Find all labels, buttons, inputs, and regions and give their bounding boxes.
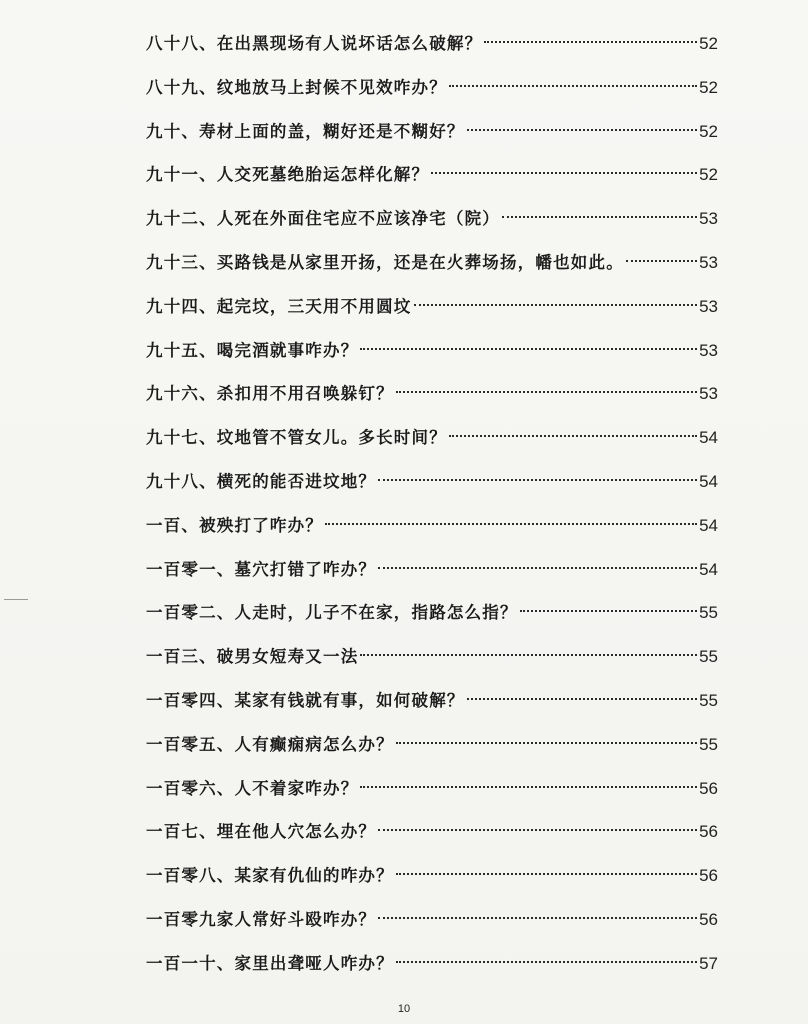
- toc-leader-dots: [467, 129, 697, 131]
- toc-leader-dots: [360, 348, 697, 350]
- toc-entry[interactable]: [146, 898, 718, 942]
- toc-entry-page-number: 55: [699, 647, 718, 667]
- toc-leader-dots: [396, 873, 697, 875]
- toc-entry-title: 九十一、人交死墓绝胎运怎样化解？: [146, 165, 430, 185]
- toc-leader-dots: [396, 742, 697, 744]
- toc-leader-dots: [502, 216, 697, 218]
- toc-entry-page-number: 55: [699, 734, 718, 754]
- toc-entry-title: 一百零九家人常好斗殴咋办？: [146, 909, 377, 929]
- toc-leader-dots: [431, 172, 697, 174]
- toc-leader-dots: [414, 304, 698, 306]
- toc-entry-title: 八十九、纹地放马上封候不见效咋办？: [146, 77, 447, 97]
- toc-entry[interactable]: [146, 372, 718, 416]
- toc-leader-dots: [378, 567, 697, 569]
- toc-leader-dots: [396, 391, 697, 393]
- toc-entry-page-number: 52: [699, 121, 718, 141]
- toc-entry-title: 九十八、横死的能否进坟地？: [146, 471, 377, 491]
- toc-entry-page-number: 56: [699, 909, 718, 929]
- toc-entry-page-number: 55: [699, 690, 718, 710]
- toc-leader-dots: [520, 610, 697, 612]
- toc-entry-page-number: 56: [699, 822, 718, 842]
- toc-entry[interactable]: [146, 197, 718, 241]
- toc-entry-title: 九十、寿材上面的盖，糊好还是不糊好？: [146, 121, 465, 141]
- page-number: 10: [397, 1003, 411, 1015]
- toc-entry[interactable]: [146, 66, 718, 110]
- toc-entry-page-number: 54: [699, 428, 718, 448]
- toc-entry-title: 一百三、破男女短寿又一法: [146, 647, 359, 667]
- toc-entry-page-number: 53: [699, 384, 718, 404]
- toc-entry[interactable]: [146, 679, 718, 723]
- toc-entry[interactable]: [146, 460, 718, 504]
- toc-entry[interactable]: [146, 723, 718, 767]
- toc-entry-title: 九十二、人死在外面住宅应不应该净宅（院）: [146, 209, 500, 229]
- toc-entry-title: 一百零四、某家有钱就有事，如何破解？: [146, 690, 465, 710]
- toc-entry-title: 一百零一、墓穴打错了咋办？: [146, 559, 377, 579]
- toc-entry-title: 九十六、杀扣用不用召唤躲钉？: [146, 384, 394, 404]
- toc-entry-page-number: 52: [699, 34, 718, 53]
- toc-leader-dots: [378, 917, 697, 919]
- toc-leader-dots: [378, 479, 697, 481]
- toc-leader-dots: [360, 786, 697, 788]
- toc-entry-title: 九十五、喝完酒就事咋办？: [146, 340, 359, 360]
- toc-entry[interactable]: [146, 241, 718, 285]
- toc-entry-page-number: 53: [699, 209, 718, 229]
- toc-entry[interactable]: [146, 548, 718, 592]
- toc-leader-dots: [484, 41, 697, 43]
- toc-entry[interactable]: [146, 416, 718, 460]
- toc-entry-page-number: 54: [699, 471, 718, 491]
- toc-entry[interactable]: [146, 153, 718, 197]
- toc-entry[interactable]: [146, 767, 718, 811]
- toc-entry[interactable]: [146, 942, 718, 986]
- toc-leader-dots: [325, 523, 697, 525]
- toc-entry[interactable]: [146, 110, 718, 154]
- toc-entry-page-number: 55: [699, 603, 718, 623]
- toc-entry-page-number: 54: [699, 515, 718, 535]
- toc-entry-page-number: 56: [699, 778, 718, 798]
- toc-entry-title: 九十三、买路钱是从家里开扬，还是在火葬场扬，幡也如此。: [146, 252, 624, 272]
- toc-entry-page-number: 57: [699, 953, 718, 973]
- toc-entry-title: 一百、被殃打了咋办？: [146, 515, 323, 535]
- toc-entry-title: 九十四、起完坟，三天用不用圆坟: [146, 296, 412, 316]
- toc-entry[interactable]: [146, 591, 718, 635]
- toc-entry-page-number: 52: [699, 77, 718, 97]
- toc-entry[interactable]: [146, 329, 718, 373]
- toc-entry-title: 八十八、在出黑现场有人说坏话怎么破解？: [146, 34, 483, 53]
- toc-leader-dots: [467, 698, 697, 700]
- toc-entry-title: 一百零六、人不着家咋办？: [146, 778, 359, 798]
- scan-edge-mark: [4, 599, 28, 600]
- toc-entry-title: 一百零二、人走时，儿子不在家，指路怎么指？: [146, 603, 518, 623]
- toc-leader-dots: [396, 961, 697, 963]
- toc-entry[interactable]: [146, 22, 718, 66]
- toc-entry-title: 一百零五、人有癫痫病怎么办？: [146, 734, 394, 754]
- toc-entry-page-number: 52: [699, 165, 718, 185]
- toc-entry-page-number: 53: [699, 252, 718, 272]
- toc-entry-page-number: 54: [699, 559, 718, 579]
- toc-entry[interactable]: [146, 635, 718, 679]
- toc-entry-title: 九十七、坟地管不管女儿。多长时间？: [146, 428, 447, 448]
- toc-leader-dots: [449, 435, 697, 437]
- table-of-contents: [146, 22, 718, 986]
- toc-entry[interactable]: [146, 810, 718, 854]
- toc-leader-dots: [449, 85, 697, 87]
- toc-leader-dots: [626, 260, 697, 262]
- toc-leader-dots: [360, 654, 697, 656]
- toc-leader-dots: [378, 829, 697, 831]
- toc-entry[interactable]: [146, 285, 718, 329]
- toc-entry[interactable]: [146, 854, 718, 898]
- toc-entry-title: 一百七、埋在他人穴怎么办？: [146, 822, 377, 842]
- toc-entry-page-number: 56: [699, 866, 718, 886]
- toc-entry-title: 一百一十、家里出聋哑人咋办？: [146, 953, 394, 973]
- toc-entry-page-number: 53: [699, 340, 718, 360]
- toc-entry[interactable]: [146, 504, 718, 548]
- toc-entry-title: 一百零八、某家有仇仙的咋办？: [146, 866, 394, 886]
- toc-entry-page-number: 53: [699, 296, 718, 316]
